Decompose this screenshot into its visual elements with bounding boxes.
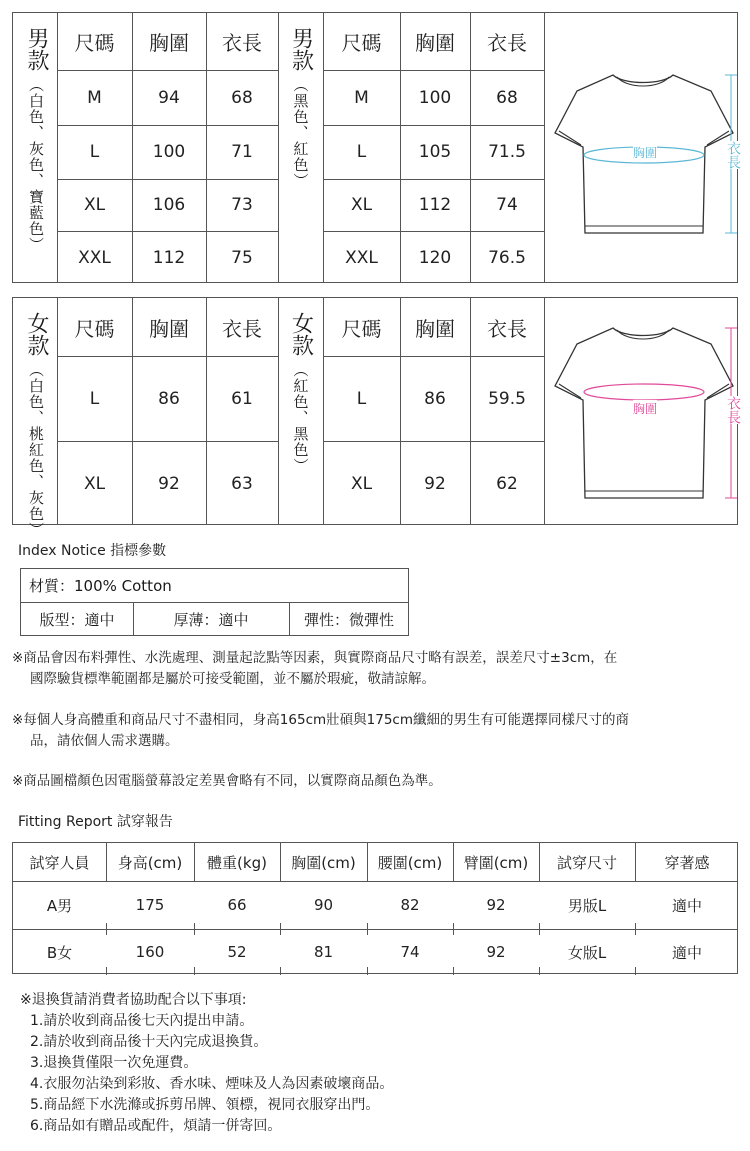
header-length: 衣長 (222, 316, 262, 341)
size-cell: XL (83, 195, 106, 215)
length-label: 衣長 (725, 396, 741, 424)
size-cell: XL (350, 473, 373, 494)
size-cell: L (89, 388, 100, 409)
table-cell: 92 (486, 896, 506, 914)
chest-cell: 105 (418, 142, 452, 162)
header-size: 尺碼 (341, 316, 382, 341)
note-line: ※每個人身高體重和商品尺寸不盡相同，身高165cm壯碩與175cm纖細的男生有可能選擇同樣尺寸的商 (12, 712, 629, 728)
gender-title: 男款 (288, 27, 314, 71)
header-length: 衣長 (487, 316, 527, 341)
chest-cell: 106 (152, 195, 186, 215)
table-cell: 82 (400, 896, 420, 914)
size-cell: XL (350, 195, 373, 215)
women-left-gender (13, 298, 59, 538)
gender-title: 女款 (24, 312, 49, 356)
list-item: 4.衣服勿沾染到彩妝、香水味、煙味及人為因素破壞商品。 (30, 1076, 394, 1092)
table-cell: 適中 (671, 943, 702, 962)
men-left-gender (13, 13, 59, 253)
header-waist: 腰圍(cm) (377, 853, 443, 872)
header-chest: 胸圍 (149, 316, 189, 341)
header-size: 尺碼 (74, 316, 115, 341)
table-cell: 175 (135, 896, 165, 914)
return-policy (20, 990, 393, 1137)
list-item: 1.請於收到商品後七天內提出申請。 (30, 1013, 254, 1029)
length-cell: 74 (496, 195, 518, 215)
note-color (12, 771, 742, 792)
table-cell: 160 (135, 943, 165, 961)
material-text: 材質：100% Cotton (21, 569, 408, 603)
length-label: 衣長 (725, 141, 741, 169)
thickness-text: 厚薄：適中 (173, 611, 249, 629)
color-options: （紅色、黑色） (291, 362, 310, 474)
length-cell: 75 (231, 247, 253, 268)
length-cell: 76.5 (488, 247, 526, 268)
note-size-choice (12, 710, 742, 752)
gender-title: 女款 (288, 312, 314, 356)
chest-cell: 92 (158, 473, 180, 494)
table-cell: B女 (46, 943, 73, 962)
list-item: 5.商品經下水洗滌或拆剪吊牌、領標，視同衣服穿出門。 (30, 1097, 380, 1113)
men-size-chart (12, 12, 741, 283)
note-line: 國際驗貨標準範圍都是屬於可接受範圍，並不屬於瑕疵，敬請諒解。 (30, 671, 435, 687)
header-length: 衣長 (487, 31, 527, 55)
table-cell: 92 (486, 943, 506, 961)
note-line: ※商品圖檔顏色因電腦螢幕設定差異會略有不同，以實際商品顏色為準。 (12, 773, 442, 789)
length-cell: 71 (231, 142, 253, 162)
chest-label: 胸圍 (633, 402, 658, 416)
table-cell: 66 (227, 896, 247, 914)
chest-cell: 100 (152, 142, 186, 162)
note-size-tolerance (12, 648, 742, 690)
color-options: （白色、灰色、寶藍色） (27, 77, 45, 253)
table-cell: 81 (313, 943, 334, 961)
return-policy-title: ※退換貨請消費者協助配合以下事項: (20, 992, 247, 1008)
elasticity-text: 彈性：微彈性 (303, 611, 394, 629)
list-item: 3.退換貨僅限一次免運費。 (30, 1055, 198, 1071)
table-cell: A男 (46, 896, 73, 915)
length-cell: 62 (496, 473, 518, 494)
length-cell: 71.5 (488, 142, 526, 162)
length-cell: 68 (496, 87, 518, 108)
header-chest: 胸圍 (149, 31, 189, 55)
size-cell: L (356, 388, 367, 409)
header-height: 身高(cm) (117, 853, 183, 872)
chest-cell: 86 (424, 388, 446, 409)
women-right-gender (278, 298, 323, 474)
gender-title: 男款 (24, 27, 49, 71)
header-tester: 試穿人員 (29, 853, 90, 872)
size-cell: M (87, 87, 102, 108)
chest-label: 胸圍 (633, 146, 658, 160)
size-cell: XL (83, 473, 106, 494)
table-cell: 52 (227, 943, 247, 961)
list-item: 2.請於收到商品後十天內完成退換貨。 (30, 1034, 268, 1050)
size-cell: L (89, 142, 100, 162)
header-size: 尺碼 (341, 31, 382, 55)
length-cell: 73 (231, 195, 253, 215)
header-weight: 體重(kg) (207, 853, 267, 872)
length-cell: 61 (231, 388, 253, 409)
fitting-report-title: Fitting Report 試穿報告 (18, 814, 173, 830)
fit-text: 版型：適中 (39, 611, 115, 629)
note-line: 品，請依個人需求選購。 (30, 733, 179, 749)
chest-cell: 120 (418, 247, 452, 268)
length-cell: 59.5 (488, 388, 526, 409)
length-cell: 68 (231, 87, 253, 108)
index-notice-box (20, 568, 409, 636)
header-arm: 臂圍(cm) (463, 853, 529, 872)
chest-cell: 100 (418, 87, 452, 108)
length-cell: 63 (231, 473, 253, 494)
color-options: （黑色、紅色） (291, 77, 310, 189)
note-line: ※商品會因布料彈性、水洗處理、測量起訖點等因素，與實際商品尺寸略有誤差，誤差尺寸±3cm，在 (12, 650, 618, 666)
table-cell: 女版L (567, 943, 607, 962)
header-chest: 胸圍(cm) (291, 853, 356, 872)
chest-cell: 94 (158, 87, 180, 108)
table-cell: 適中 (671, 896, 702, 915)
size-cell: L (356, 142, 367, 162)
fitting-report-table (12, 842, 738, 974)
chest-cell: 86 (158, 388, 180, 409)
chest-cell: 112 (418, 195, 452, 215)
header-chest: 胸圍 (415, 316, 455, 341)
index-notice-title: Index Notice 指標參數 (18, 543, 167, 559)
men-right-gender (278, 13, 323, 189)
header-feel: 穿著感 (664, 853, 710, 872)
chest-cell: 92 (424, 473, 446, 494)
table-cell: 90 (313, 896, 334, 914)
header-size-tried: 試穿尺寸 (556, 853, 617, 872)
table-cell: 男版L (567, 896, 607, 915)
size-cell: XXL (345, 247, 378, 268)
chest-cell: 112 (152, 247, 186, 268)
size-cell: XXL (78, 247, 111, 268)
women-size-chart (12, 297, 741, 538)
table-cell: 74 (400, 943, 420, 961)
header-chest: 胸圍 (415, 31, 455, 55)
size-cell: M (354, 87, 369, 108)
header-length: 衣長 (222, 31, 262, 55)
list-item: 6.商品如有贈品或配件，煩請一併寄回。 (30, 1118, 282, 1134)
color-options: （白色、桃紅色、灰色） (27, 362, 45, 538)
header-size: 尺碼 (74, 31, 115, 55)
